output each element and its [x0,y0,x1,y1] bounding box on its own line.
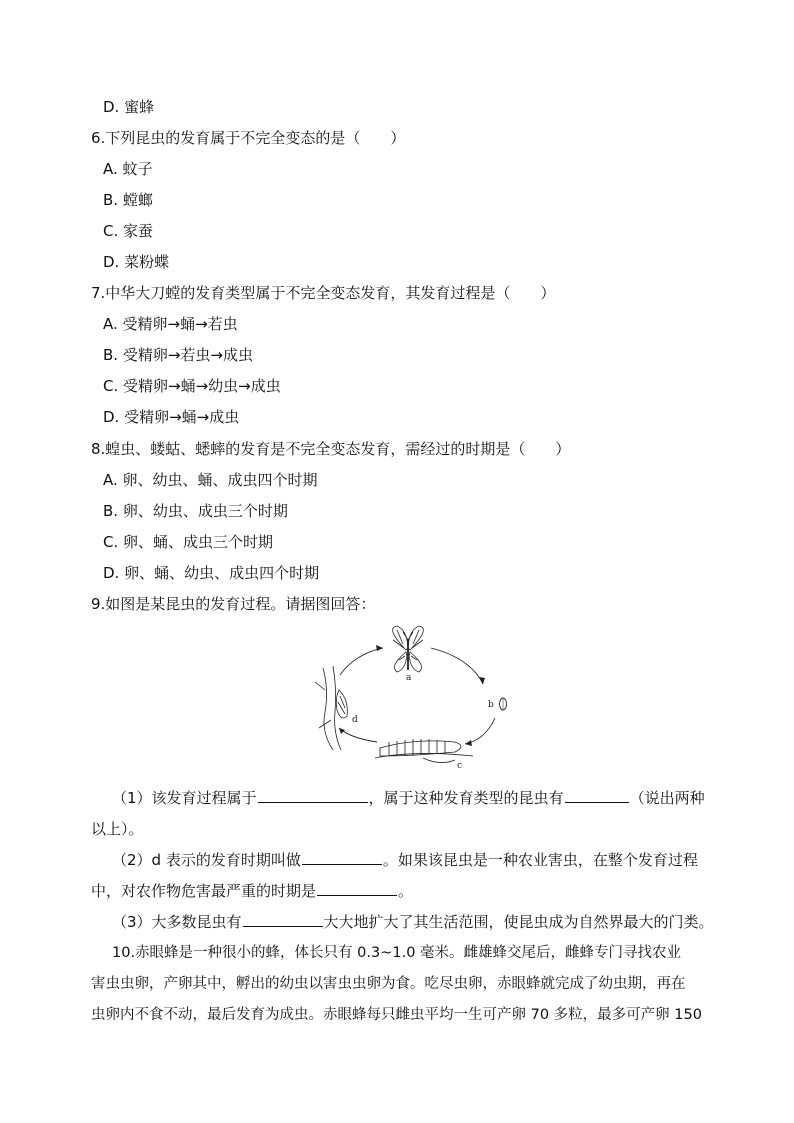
q10-line-1: 10.赤眼蜂是一种很小的蜂，体长只有 0.3~1.0 毫米。雌雄蜂交尾后，雌蜂专门寻找农业 [112,945,682,961]
answer-blank-4[interactable] [317,881,397,896]
q10-line-2: 害虫虫卵，产卵其中，孵出的幼虫以害虫虫卵为食。吃尽虫卵，赤眼蜂就完成了幼虫期，再在 [91,976,686,992]
q8-option-d: D. 卵、蛹、幼虫、成虫四个时期 [103,564,320,582]
q6-option-d: D. 菜粉蝶 [103,253,170,271]
q9-sub1-continuation: 以上）。 [91,820,144,838]
q7-option-b: B. 受精卵→若虫→成虫 [103,346,253,364]
q9-subquestion-3 [112,912,714,932]
answer-blank-1[interactable] [258,788,368,803]
pupa-on-branch-icon [315,666,347,750]
q9-sub1-text-b: ，属于这种发育类型的昆虫有 [368,789,564,807]
q8-option-b: B. 卵、幼虫、成虫三个时期 [103,502,288,520]
arrow-b-to-c [465,718,495,744]
q8-option-c: C. 卵、蛹、成虫三个时期 [103,533,274,551]
larva-caterpillar-icon [375,739,473,763]
q9-sub1-text-c: （说出两种 [629,789,705,807]
figure-label-a: a [406,673,412,683]
q6-option-c: C. 家蚕 [103,222,154,240]
q9-stem: 9.如图是某昆虫的发育过程。请据图回答： [91,595,376,613]
q9-sub3-text-b: 大大地扩大了其生活范围，使昆虫成为自然界最大的门类。 [323,913,714,931]
q10-line-3: 虫卵内不食不动，最后发育为成虫。赤眼蜂每只雌虫平均一生可产卵 70 多粒，最多可产卵 150 [91,1007,702,1023]
q6-option-b: B. 螳螂 [103,191,153,209]
answer-blank-2[interactable] [565,788,629,803]
arrow-d-to-a [340,648,383,675]
figure-label-b: b [488,700,494,710]
arrow-a-to-b [431,648,483,684]
figure-label-d: d [352,715,358,725]
q9-sub2-text-a: （2）d 表示的发育时期叫做 [112,851,301,869]
q9-sub2-cont-text-b: 。 [398,882,414,900]
q8-option-a: A. 卵、幼虫、蛹、成虫四个时期 [103,471,318,489]
q9-sub3-text-a: （3）大多数昆虫有 [112,913,242,931]
answer-blank-5[interactable] [243,912,323,927]
butterfly-adult-icon [393,626,424,672]
answer-blank-3[interactable] [302,850,382,865]
q8-stem: 8.蝗虫、蝼蛄、蟋蟀的发育是不完全变态发育，需经过的时期是（ ） [91,440,571,458]
q7-stem: 7.中华大刀螳的发育类型属于不完全变态发育，其发育过程是（ ） [91,284,556,302]
q7-option-c: C. 受精卵→蛹→幼虫→成虫 [103,377,281,395]
q5-option-d: D. 蜜蜂 [103,98,155,116]
q9-subquestion-2 [112,850,698,870]
q9-sub2-continuation [91,881,413,901]
q9-subquestion-1 [112,788,705,808]
figure-label-c: c [457,761,463,770]
insect-life-cycle-figure [305,620,525,770]
q7-option-a: A. 受精卵→蛹→若虫 [103,315,238,333]
q9-sub2-text-b: 。如果该昆虫是一种农业害虫，在整个发育过程 [382,851,698,869]
q6-option-a: A. 蚊子 [103,160,153,178]
q9-sub1-text-a: （1）该发育过程属于 [112,789,257,807]
q6-stem: 6.下列昆虫的发育属于不完全变态的是（ ） [91,129,406,147]
q9-sub2-cont-text-a: 中，对农作物危害最严重的时期是 [91,882,317,900]
q7-option-d: D. 受精卵→蛹→成虫 [103,408,240,426]
